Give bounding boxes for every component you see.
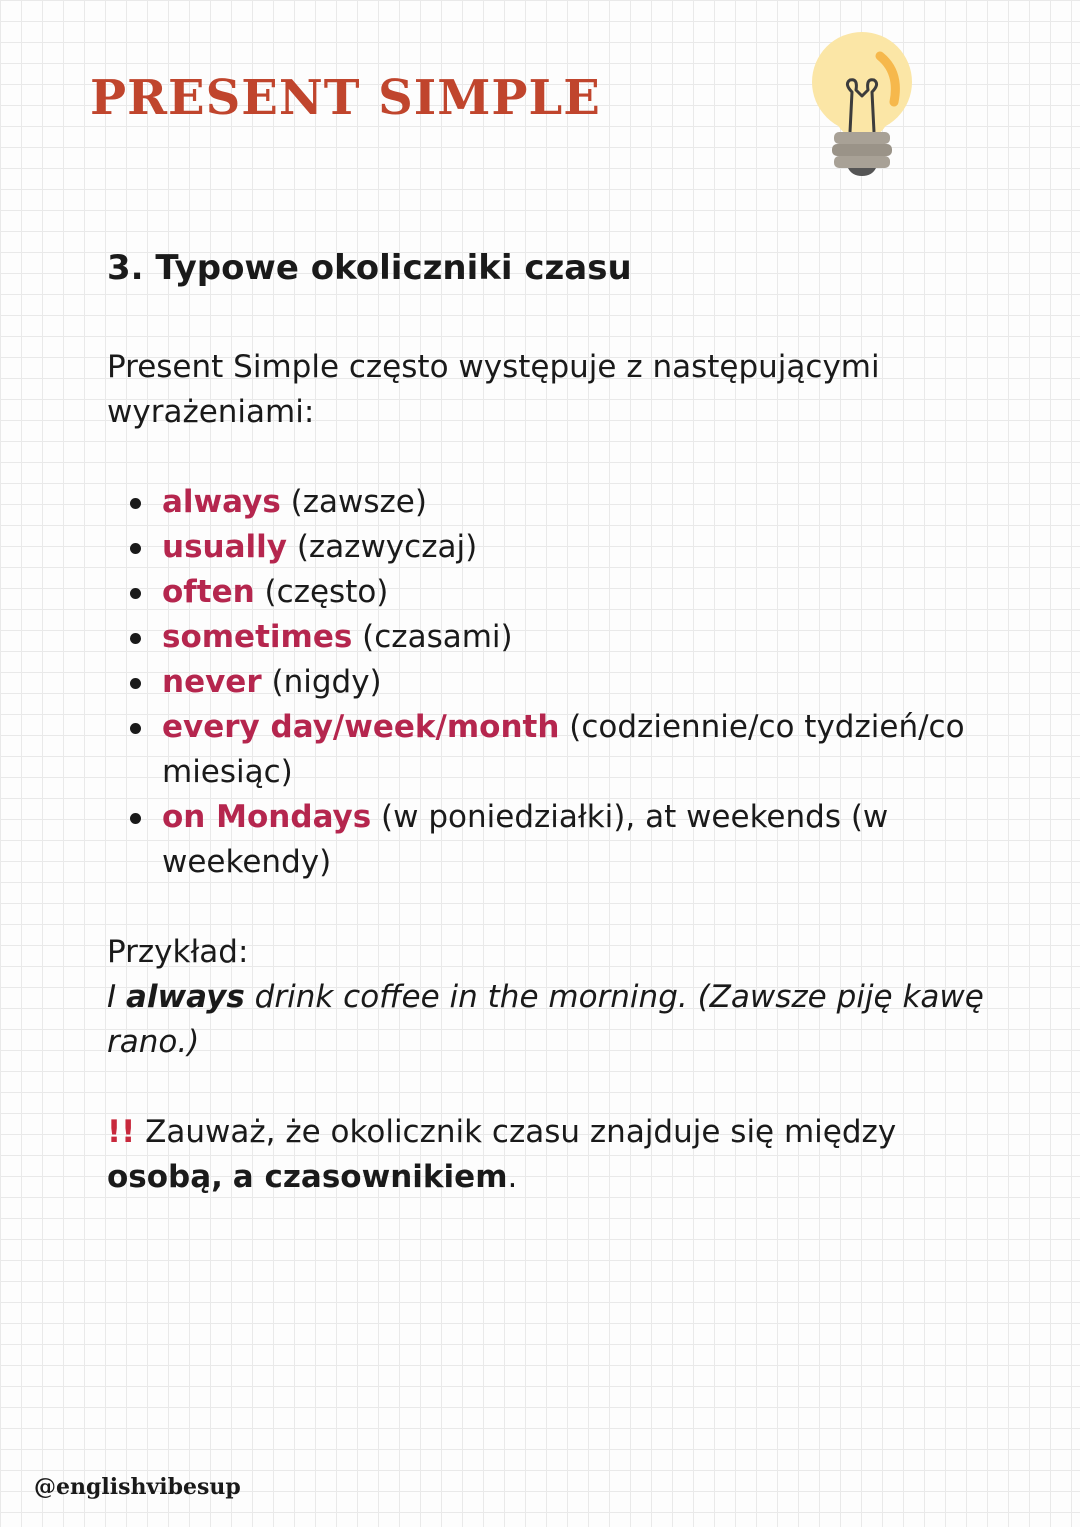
list-item: [162, 480, 987, 525]
list-item: [162, 570, 987, 615]
expression-term: every day/week/month: [162, 709, 560, 745]
warning-mark: !!: [107, 1114, 136, 1150]
expression-term: sometimes: [162, 619, 353, 655]
section-heading: 3. Typowe okoliczniki czasu: [107, 248, 632, 288]
expression-term: usually: [162, 529, 287, 565]
example-highlight: always: [126, 979, 245, 1015]
list-item: [162, 615, 987, 660]
note-bold-verb: a czasownikiem: [232, 1159, 508, 1195]
expressions-list: [107, 480, 987, 885]
intro-text: Present Simple często występuje z następującymi wyrażeniami:: [107, 349, 880, 430]
bullet-icon: [130, 723, 141, 734]
expression-translation: (zazwyczaj): [286, 529, 478, 565]
expression-term: never: [162, 664, 262, 700]
list-item: [162, 705, 987, 795]
example-sentence: [107, 975, 987, 1065]
author-handle: @englishvibesup: [34, 1474, 241, 1500]
expression-term: on Mondays: [162, 799, 372, 835]
list-item: [162, 795, 987, 885]
bullet-icon: [130, 633, 141, 644]
example-block: [107, 930, 987, 1065]
bullet-icon: [130, 543, 141, 554]
example-before: I: [107, 979, 126, 1015]
expression-translation: (często): [254, 574, 389, 610]
note-end: .: [507, 1159, 518, 1195]
expression-translation: (w poniedziałki), at weekends (w weekendy): [162, 799, 889, 880]
bullet-icon: [130, 588, 141, 599]
note-space: [223, 1159, 233, 1195]
bullet-icon: [130, 678, 141, 689]
expression-translation: (zawsze): [280, 484, 427, 520]
bullet-icon: [130, 498, 141, 509]
example-after: drink coffee in the morning. (Zawsze piję kawę rano.): [107, 979, 984, 1060]
expression-term: often: [162, 574, 255, 610]
bullet-icon: [130, 813, 141, 824]
note-bold-person: osobą,: [107, 1159, 223, 1195]
example-label: Przykład:: [107, 934, 249, 970]
expression-translation: (codziennie/co tydzień/co miesiąc): [162, 709, 965, 790]
expression-translation: (czasami): [352, 619, 513, 655]
note: [107, 1110, 987, 1200]
page-title: PRESENT SIMPLE: [90, 70, 601, 126]
expression-term: always: [162, 484, 281, 520]
list-item: [162, 525, 987, 570]
note-text: Zauważ, że okolicznik czasu znajduje się między: [135, 1114, 897, 1150]
expression-translation: (nigdy): [261, 664, 382, 700]
list-item: [162, 660, 987, 705]
lightbulb-icon: [806, 24, 918, 180]
main-content: [107, 345, 987, 1200]
